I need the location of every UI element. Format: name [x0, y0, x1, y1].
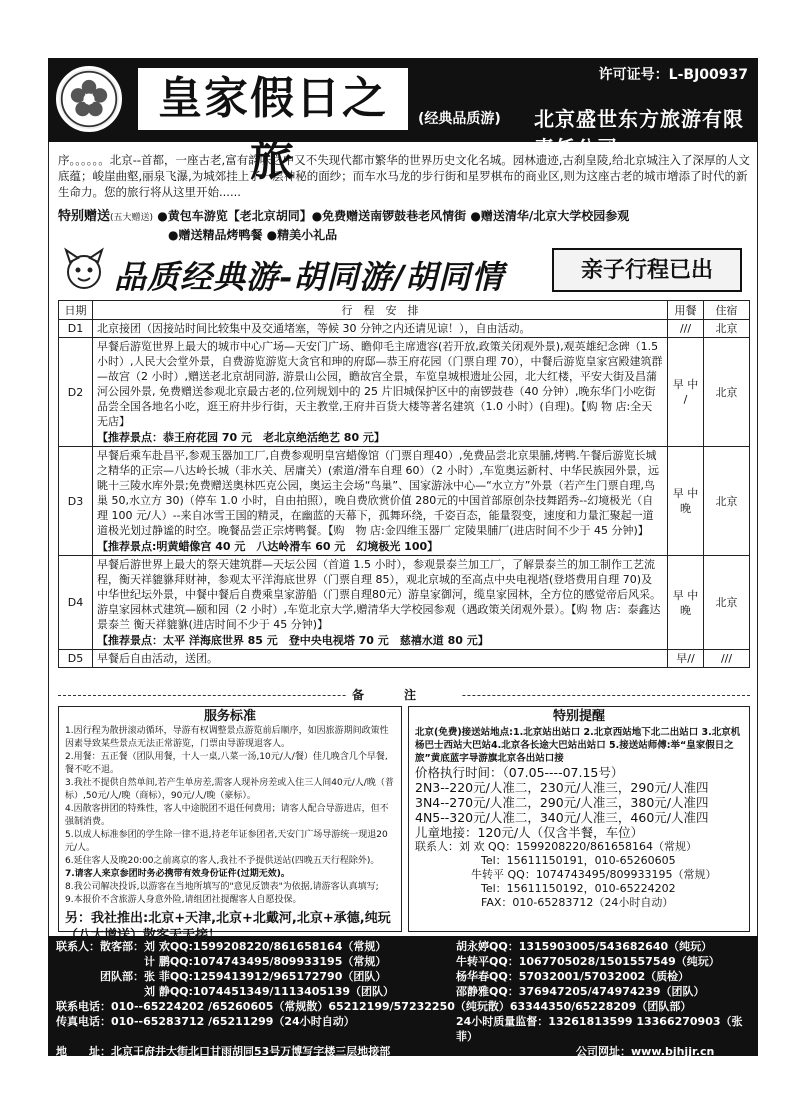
service-item: 7.请客人来京参团时务必携带有效身份证件(过期无效)。: [65, 869, 290, 879]
service-promo: 另：我社推出:北京+天津,北京+北戴河,北京+承德,纯玩: [65, 911, 391, 926]
footer-row: [56, 1044, 750, 1059]
service-item: 4.因散客拼团的特殊性，客人中途脱团不退任何费用；请客人配合导游进店，但不强制消费。: [65, 804, 389, 827]
recommended-spots: 【推荐景点:明黄蜡像宫 40 元 八达岭滑车 60 元 幻境极光 100】: [97, 540, 439, 553]
footer-contact-right: 胡永婷QQ：1315903005/543682640（纯玩）: [456, 940, 713, 953]
footer-contact-right: 邵静雅QQ：376947205/474974239（团队）: [456, 985, 705, 998]
stay-cell: ///: [704, 650, 750, 668]
itinerary-cell: [93, 650, 668, 668]
notes-title: 备注: [346, 688, 462, 702]
table-row: [59, 650, 750, 668]
itinerary-cell: [93, 447, 668, 556]
meal-cell: 早 中 晚: [668, 556, 704, 650]
stay-cell: 北京: [704, 320, 750, 338]
slogan-banner: [58, 244, 750, 296]
meal-cell: ///: [668, 320, 704, 338]
day-cell: D3: [59, 447, 93, 556]
day-cell: D2: [59, 338, 93, 447]
itinerary-cell: [93, 338, 668, 447]
footer-contact-left: 刘 静QQ:1074451349/1113405139（团队）: [56, 985, 395, 998]
day-cell: D4: [59, 556, 93, 650]
footer-contact-left: 团队部：张 菲QQ:1259413912/965172790（团队）: [56, 970, 387, 983]
company-name: 北京盛世东方旅游有限责任公司: [534, 107, 744, 160]
contact-line: FAX：010-65283712（24小时自动）: [481, 896, 674, 909]
stay-cell: 北京: [704, 447, 750, 556]
col-day: 日期: [59, 301, 93, 320]
permit-number: 许可证号：L-BJ00937: [598, 67, 748, 83]
recommended-spots: 【推荐景点：太平 洋海底世界 85 元 登中央电视塔 70 元 慈禧水道 80 元】: [97, 634, 489, 647]
contact-line: 牛转平 QQ：1074743495/809933195（常规）: [471, 868, 717, 881]
footer-contact-left: 联系人：散客部：刘 欢QQ:1599208220/861658164（常规）: [56, 940, 387, 953]
brand-title: 皇家假日之旅: [138, 68, 408, 130]
footer-row: [56, 984, 750, 999]
stay-cell: 北京: [704, 556, 750, 650]
contact-line: 联系人：刘 欢 QQ：1599208220/861658164（常规）: [415, 840, 697, 853]
itinerary-cell: [93, 320, 668, 338]
table-row: [59, 338, 750, 447]
col-stay: 住宿: [704, 301, 750, 320]
day-cell: D5: [59, 650, 93, 668]
itinerary-text: 北京接团（因接站时间比较集中及交通堵塞，等候 30 分钟之内还请见谅！），自由活动。: [97, 322, 531, 335]
footer-monitor: 24小时质量监督：13261813599 13366270903（张 菲）: [456, 1015, 743, 1043]
intro-paragraph: 序。。。。。。北京--首都，一座古老,富有韵味之中又不失现代都市繁华的世界历史文化名城。园林遗迹,古刹皇陵,给北京城注入了深厚的人文底蕴；峻崖曲壑,丽泉飞瀑,为城郊挂上了一层神秘的面纱；而车水马龙的步行街和星罗棋布的商业区,则为这座古老的城市增添了时代的新生命力。您的旅行将从这里开始......: [58, 153, 751, 199]
itinerary-cell: [93, 556, 668, 650]
footer-address: 地 址：北京王府井大街北口甘雨胡同53号万博写字楼三层地接部: [56, 1045, 391, 1058]
notes-divider: [58, 688, 750, 702]
slogan-title: 品质经典游-胡同游/胡同情: [114, 258, 504, 296]
price-line: 3N4--270元/人准二，290元/人准三，380元/人准四: [415, 795, 709, 810]
service-standards-box: [58, 706, 402, 932]
table-row: [59, 447, 750, 556]
gifts-label: 特别赠送: [58, 209, 111, 224]
special-tips-box: [408, 706, 750, 932]
price-line: 2N3--220元/人准二，230元/人准三，290元/人准四: [415, 780, 709, 795]
table-row: [59, 556, 750, 650]
gifts-line-2: ●赠送精品烤鸭餐 ●精美小礼品: [168, 228, 338, 242]
col-meal: 用餐: [668, 301, 704, 320]
family-trip-badge: 亲子行程已出: [552, 248, 742, 292]
footer-fax: 传真电话：010--65283712 /65211299（24小时自动）: [56, 1015, 355, 1028]
meal-cell: 早 中 /: [668, 338, 704, 447]
footer-contacts: [48, 936, 758, 1056]
meal-cell: 早 中 晚: [668, 447, 704, 556]
stay-cell: 北京: [704, 338, 750, 447]
service-item: 8.我公司解决投诉,以游客在当地所填写的"意见反馈表"为依据,请游客认真填写;: [65, 882, 379, 892]
itinerary-text: 早餐后乘车赴昌平,参观玉器加工厂,自费参观明皇宫蜡像馆（门票自理40）,免费品尝北京果脯,烤鸭.午餐后游览长城之精华的正宗—八达岭长城（非水关、居庸关）(索道/滑车自理 60）（2 小时）,车览奥运新村、中华民族园外景，远眺十三陵水库外景;免费赠送奥林匹克公园，奥运主会场“鸟巢”、国家游泳中心—“水立方”外景（若产生门票自理,鸟巢 50,水立方 30)（停车 1.0 小时，自由拍照），晚自费欣赏价值 280元的中国首部原创杂技舞蹈秀--幻境极光（自理 100 元/人）--来自冰雪王国的精灵，在幽蓝的天幕下，孤舞环绕，千姿百态，能量裂变，速度和力量汇聚起一道道极光划过静谧的时空。晚餐品尝正宗烤鸭餐。【购 物 店:金四维玉器厂 定陵果脯厂(进店时间不少于 45 分钟)】: [97, 449, 659, 537]
footer-contact-right: 牛转平QQ：1067705028/1501557549（纯玩）: [456, 955, 720, 968]
itinerary-text: 早餐后游世界上最大的祭天建筑群—天坛公园（首道 1.5 小时），参观景泰兰加工厂，了解景泰兰的加工制作工艺流程，衡天祥貔貅拜财神，参观太平洋海底世界（门票自理 85），观北京城的至高点中央电视塔(登塔费用自理 70)及中华世纪坛外景，中餐中餐后自费乘皇家游船（门票自理80元）游皇家御河，缆皇家园林，全方位的感觉帝后风采。游皇家园林式建筑—颐和园（2 小时）,车览北京大学,赠清华大学校园参观（遇政策关闭观外景）。【购 物 店：泰鑫达景泰兰 衡天祥貔貅(进店时间不少于 45 分钟)】: [97, 558, 661, 631]
footer-row: [56, 969, 750, 984]
contact-line: Tel：15611150192，010-65224202: [481, 882, 676, 895]
footer-contact-left: 计 鹏QQ:1074743495/809933195（常规）: [56, 955, 387, 968]
gifts-count: (五大赠送): [110, 213, 154, 223]
footer-phone: 联系电话：010--65224202 /65260605（常规散）65212199/57232250（纯玩散）63344350/65228209（团队部）: [56, 1000, 692, 1013]
footer-contact-right: 杨华春QQ：57032001/57032002（质检）: [456, 970, 690, 983]
company-logo: [56, 66, 122, 132]
itinerary-text: 早餐后游览世界上最大的城市中心广场—天安门广场、瞻仰毛主席遗容(若开放,政策关闭观外景),观英雄纪念碑（1.5 小时）,人民大会堂外景，自费游览游览大贪官和珅的府邸—恭王府花园（门票自理 70），中餐后游览皇家宫殿建筑群—故宫（2 小时）,赠送老北京胡同游, 游景山公园，瞻故宫全景，车览皇城根遗址公园，北大红楼，平安大街及昌蒲河公园外景, 免费赠送参观北京最古老的,位列规划中的 25 片旧城保护区中的南锣鼓巷（40 分钟）,晚东华门小吃街品尝全国各地名小吃，逛王府井步行街，天主教堂,王府井百货大楼等著名建筑（1.0 小时）(自理)。【购 物 店:全天无店】: [97, 340, 663, 428]
service-item: 9.本报价不含旅游人身意外险,请组团社提醒客人自愿投保。: [65, 895, 302, 905]
price-line: 4N5--320元/人准二，340元/人准三，460元/人准四: [415, 810, 709, 825]
service-item: 5.以成人标准参团的学生除一律不退,持老年证参团者,天安门广场导游统一现退20元/人。: [65, 830, 388, 853]
table-row: [59, 320, 750, 338]
child-price: 儿童地接：120元/人（仅含半餐，车位）: [415, 825, 644, 840]
service-item: 3.我社不提供自然单间,若产生单房差,需客人现补房差或入住三人间40元/人/晚（普标）,50元/人/晚（商标），90元/人/晚（豪标）。: [65, 778, 394, 801]
service-title: 服务标准: [203, 709, 256, 724]
col-itinerary: 行 程 安 排: [93, 301, 668, 320]
itinerary-text: 早餐后自由活动，送团。: [97, 652, 218, 665]
pickup-locations: 北京(免费)接送站地点:1.北京站出站口 2.北京西站地下北二出站口 3.北京机杨巴士西站大巴站4.北京各长途大巴站出站口 5.接送站师傅:举“皇家假日之旅”黄底蓝字导游旗北京各出站口接: [415, 727, 741, 764]
mascot-icon: [62, 246, 106, 292]
day-cell: D1: [59, 320, 93, 338]
itinerary-table: [58, 300, 750, 668]
brand-subtitle: (经典品质游): [418, 111, 501, 127]
table-header-row: [59, 301, 750, 320]
contact-line: Tel：15611150191，010-65260605: [481, 854, 676, 867]
footer-row: [56, 939, 750, 954]
gifts-line-1: ●黄包车游览【老北京胡同】●免费赠送南锣鼓巷老风情街 ●赠送清华/北京大学校园参观: [157, 209, 630, 223]
recommended-spots: 【推荐景点：恭王府花园 70 元 老北京绝活绝艺 80 元】: [97, 431, 385, 444]
meal-cell: 早//: [668, 650, 704, 668]
footer-row: [56, 1014, 750, 1044]
service-item: 2.用餐：五正餐（团队用餐，十人一桌,八菜一汤,10元/人/餐）佳几晚含几个早餐,餐不吃不退。: [65, 752, 388, 775]
footer-row: [56, 954, 750, 969]
special-gifts: [58, 208, 750, 244]
flower-logo-icon: [59, 69, 119, 129]
tips-title: 特别提醒: [552, 709, 605, 724]
service-item: 1.因行程为散拼滚动循环，导游有权调整景点游览前后顺序，如因旅游期间政策性因素导致某些景点无法正常游览，门票由导游现退客人。: [65, 726, 389, 749]
price-period: 价格执行时间：（07.05----07.15号）: [415, 765, 624, 780]
service-item: 6.延住客人及晚20:00之前离京的客人,我社不予提供送站(四晚五天行程除外)。: [65, 856, 380, 866]
footer-website[interactable]: 公司网址：www.bjhjjr.cn: [576, 1045, 715, 1058]
